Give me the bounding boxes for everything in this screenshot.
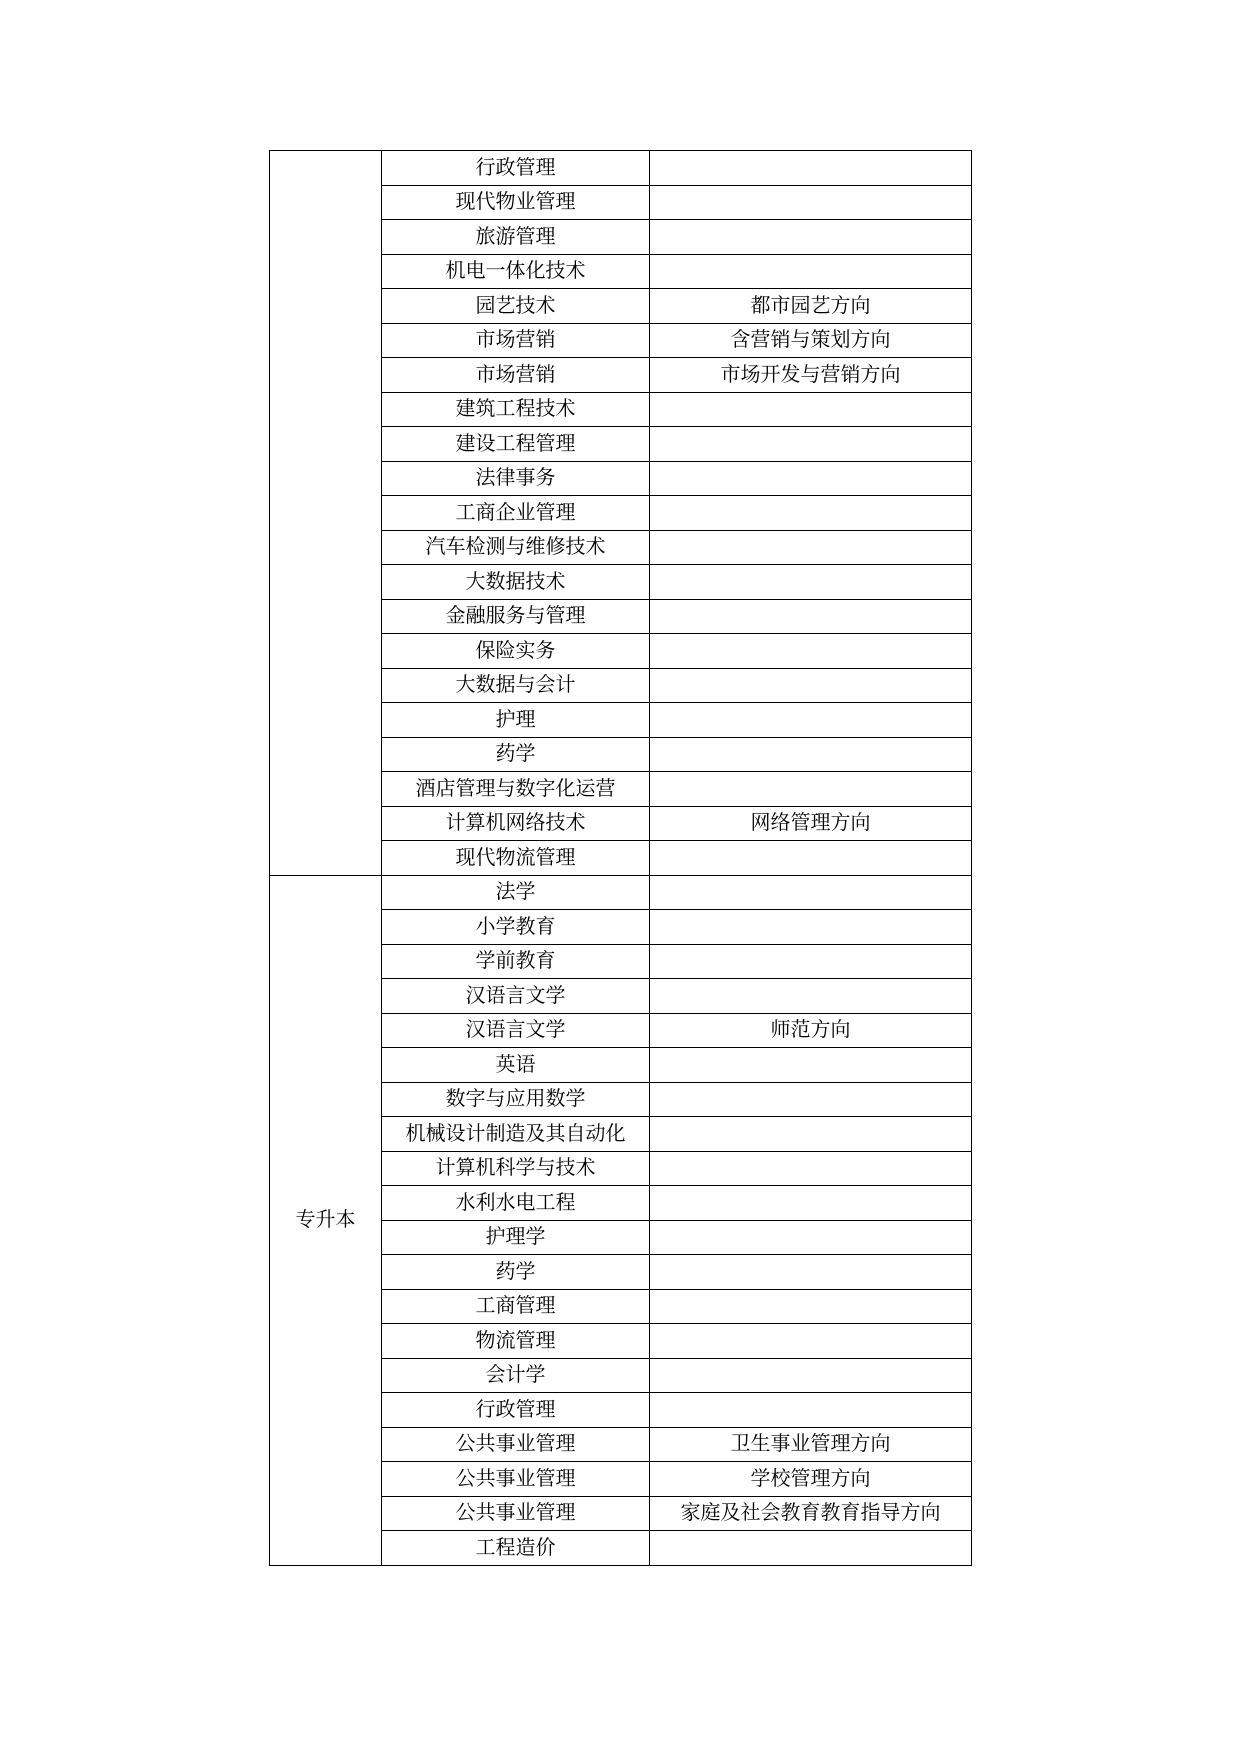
direction-cell	[650, 427, 972, 462]
direction-cell	[650, 1048, 972, 1083]
major-cell: 大数据技术	[382, 565, 650, 600]
direction-cell	[650, 1358, 972, 1393]
direction-cell	[650, 461, 972, 496]
major-cell: 法律事务	[382, 461, 650, 496]
major-cell: 学前教育	[382, 944, 650, 979]
table-body	[270, 151, 972, 1566]
major-cell: 汉语言文学	[382, 1013, 650, 1048]
major-cell: 药学	[382, 737, 650, 772]
major-cell: 公共事业管理	[382, 1427, 650, 1462]
direction-cell	[650, 599, 972, 634]
table-row	[270, 875, 972, 910]
major-cell: 行政管理	[382, 1393, 650, 1428]
major-cell: 工程造价	[382, 1531, 650, 1566]
enrollment-majors-table	[269, 150, 972, 1566]
major-cell: 机械设计制造及其自动化	[382, 1117, 650, 1152]
direction-cell	[650, 668, 972, 703]
direction-cell	[650, 392, 972, 427]
direction-cell: 师范方向	[650, 1013, 972, 1048]
major-cell: 机电一体化技术	[382, 254, 650, 289]
direction-cell	[650, 772, 972, 807]
direction-cell	[650, 1289, 972, 1324]
direction-cell	[650, 875, 972, 910]
major-cell: 旅游管理	[382, 220, 650, 255]
major-cell: 市场营销	[382, 323, 650, 358]
major-cell: 公共事业管理	[382, 1496, 650, 1531]
direction-cell	[650, 737, 972, 772]
direction-cell	[650, 979, 972, 1014]
major-cell: 现代物业管理	[382, 185, 650, 220]
direction-cell	[650, 1151, 972, 1186]
direction-cell	[650, 530, 972, 565]
direction-cell: 学校管理方向	[650, 1462, 972, 1497]
direction-cell	[650, 496, 972, 531]
major-cell: 护理	[382, 703, 650, 738]
direction-cell	[650, 1082, 972, 1117]
direction-cell	[650, 1186, 972, 1221]
major-cell: 小学教育	[382, 910, 650, 945]
direction-cell	[650, 185, 972, 220]
major-cell: 建筑工程技术	[382, 392, 650, 427]
direction-cell: 家庭及社会教育教育指导方向	[650, 1496, 972, 1531]
direction-cell	[650, 1393, 972, 1428]
major-cell: 建设工程管理	[382, 427, 650, 462]
direction-cell	[650, 220, 972, 255]
major-cell: 园艺技术	[382, 289, 650, 324]
level-cell	[270, 151, 382, 876]
major-cell: 英语	[382, 1048, 650, 1083]
major-cell: 汉语言文学	[382, 979, 650, 1014]
major-cell: 药学	[382, 1255, 650, 1290]
direction-cell	[650, 703, 972, 738]
major-cell: 计算机科学与技术	[382, 1151, 650, 1186]
major-cell: 公共事业管理	[382, 1462, 650, 1497]
major-cell: 大数据与会计	[382, 668, 650, 703]
direction-cell: 含营销与策划方向	[650, 323, 972, 358]
direction-cell: 市场开发与营销方向	[650, 358, 972, 393]
direction-cell	[650, 1531, 972, 1566]
major-cell: 工商管理	[382, 1289, 650, 1324]
major-cell: 水利水电工程	[382, 1186, 650, 1221]
major-cell: 现代物流管理	[382, 841, 650, 876]
direction-cell	[650, 565, 972, 600]
major-cell: 法学	[382, 875, 650, 910]
direction-cell	[650, 841, 972, 876]
major-cell: 保险实务	[382, 634, 650, 669]
direction-cell	[650, 151, 972, 186]
direction-cell	[650, 1324, 972, 1359]
major-cell: 行政管理	[382, 151, 650, 186]
direction-cell: 卫生事业管理方向	[650, 1427, 972, 1462]
major-cell: 物流管理	[382, 1324, 650, 1359]
major-cell: 数字与应用数学	[382, 1082, 650, 1117]
direction-cell: 网络管理方向	[650, 806, 972, 841]
major-cell: 汽车检测与维修技术	[382, 530, 650, 565]
major-cell: 工商企业管理	[382, 496, 650, 531]
direction-cell	[650, 944, 972, 979]
direction-cell	[650, 910, 972, 945]
major-cell: 会计学	[382, 1358, 650, 1393]
direction-cell	[650, 1255, 972, 1290]
level-cell: 专升本	[270, 875, 382, 1565]
major-cell: 金融服务与管理	[382, 599, 650, 634]
direction-cell	[650, 1117, 972, 1152]
direction-cell	[650, 1220, 972, 1255]
major-cell: 计算机网络技术	[382, 806, 650, 841]
table-row	[270, 151, 972, 186]
major-cell: 护理学	[382, 1220, 650, 1255]
major-cell: 市场营销	[382, 358, 650, 393]
direction-cell: 都市园艺方向	[650, 289, 972, 324]
direction-cell	[650, 254, 972, 289]
direction-cell	[650, 634, 972, 669]
major-cell: 酒店管理与数字化运营	[382, 772, 650, 807]
